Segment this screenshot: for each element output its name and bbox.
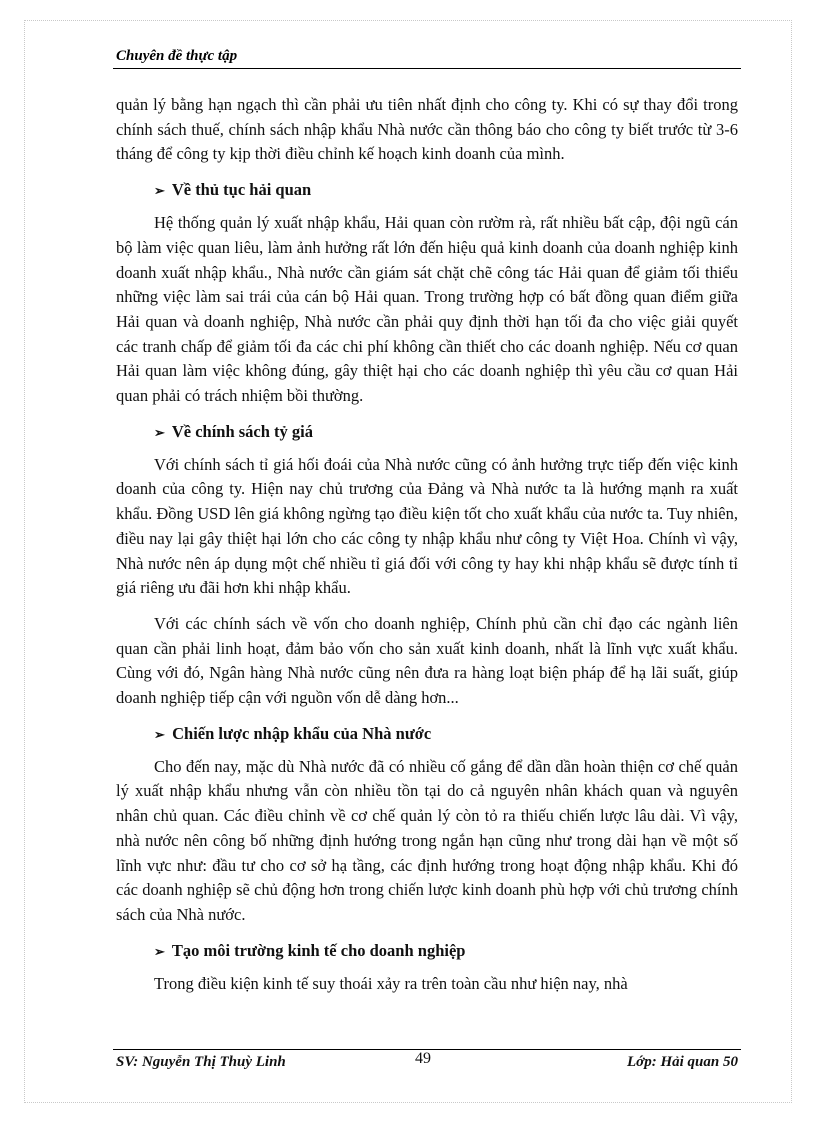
paragraph-continuation: quản lý bằng hạn ngạch thì cần phải ưu tiên nhất định cho công ty. Khi có sự thay đổi trong chính sách thuế, chính sách nhập khẩu Nhà nước cần thông báo cho công ty biết trước từ 3-6 tháng để công ty kịp thời điều chỉnh kế hoạch kinh doanh của mình.: [116, 95, 738, 164]
section-heading-exchange-rate: [116, 420, 738, 445]
arrowhead-bullet-icon: ➢: [154, 726, 165, 742]
paragraph: Cho đến nay, mặc dù Nhà nước đã có nhiều cố gắng để dần dần hoàn thiện cơ chế quản lý xuất nhập khẩu nhưng vẫn còn nhiều tồn tại do cả nguyên nhân khách quan và nguyên nhân chủ quan. Các điều chỉnh về cơ chế quản lý còn tỏ ra thiếu chiến lược lâu dài. Vì vậy, nhà nước nên công bố những định hướng trong ngắn hạn cũng như trong dài hạn về một số lĩnh vực như: đầu tư cho cơ sở hạ tầng, các định hướng trong hoạt động nhập khẩu. Khi đó các doanh nghiệp sẽ chủ động hơn trong chiến lược kinh doanh phù hợp với chủ trương chính sách của Nhà nước.: [116, 756, 738, 924]
footer-class-name: Lớp: Hải quan 50: [627, 1054, 738, 1070]
section-heading-text: Tạo môi trường kinh tế cho doanh nghiệp: [171, 940, 466, 960]
paragraph: Với chính sách tỉ giá hối đoái của Nhà nước cũng có ảnh hưởng trực tiếp đến việc kinh doanh của công ty. Hiện nay chủ trương của Đảng và Nhà nước ta là hướng mạnh ra xuất khẩu. Đồng USD lên giá không ngừng tạo điều kiện tốt cho xuất khẩu của nước ta. Tuy nhiên, điều nay lại gây thiệt hại lớn cho các công ty nhập khẩu như công ty Việt Hoa. Chính vì vậy, Nhà nước nên áp dụng một chế nhiều tỉ giá đối với công ty hay khi nhập khẩu sẽ được tính tỉ giá riêng ưu đãi hơn khi nhập khẩu.: [116, 454, 738, 598]
section-heading-text: Về thủ tục hải quan: [171, 180, 312, 200]
footer-student-name: SV: Nguyễn Thị Thuỳ Linh: [116, 1054, 286, 1070]
paragraph: Với các chính sách về vốn cho doanh nghiệp, Chính phủ cần chỉ đạo các ngành liên quan cần phải linh hoạt, đảm bảo vốn cho sản xuất kinh doanh, nhất là lĩnh vực xuất khẩu. Cùng với đó, Ngân hàng Nhà nước cũng nên đưa ra hàng loạt biện pháp để hạ lãi suất, giúp doanh nghiệp tiếp cận với nguồn vốn dễ dàng hơn...: [116, 613, 738, 708]
section-heading-customs: [116, 178, 738, 203]
section-heading-text: Về chính sách tỷ giá: [171, 421, 314, 441]
arrowhead-bullet-icon: ➢: [154, 943, 165, 959]
page-number: 49: [415, 1050, 431, 1067]
paragraph: Trong điều kiện kinh tế suy thoái xảy ra trên toàn cầu như hiện nay, nhà: [154, 973, 628, 993]
paragraph: Hệ thống quản lý xuất nhập khẩu, Hải quan còn rườm rà, rất nhiều bất cập, đội ngũ cán bộ làm việc quan liêu, làm ảnh hưởng rất lớn đến hiệu quả kinh doanh của doanh nghiệp kinh doanh xuất nhập khẩu., Nhà nước cần giám sát chặt chẽ công tác Hải quan để giảm tối thiểu những việc làm sai trái của cán bộ Hải quan. Trong trường hợp có bất đồng quan điểm giữa Hải quan và doanh nghiệp, Nhà nước cần phải quy định thời hạn tối đa cho việc giải quyết các tranh chấp để giảm tối đa các chi phí không cần thiết cho các doanh nghiệp. Nếu cơ quan Hải quan làm việc không đúng, gây thiệt hại cho các doanh nghiệp thì yêu cầu cơ quan Hải quan phải có trách nhiệm bồi thường.: [116, 213, 738, 406]
section-heading-text: Chiến lược nhập khẩu của Nhà nước: [172, 723, 432, 743]
section-heading-import-strategy: [116, 722, 738, 747]
document-body: [116, 93, 738, 1007]
header-title: Chuyên đề thực tập: [116, 48, 238, 64]
arrowhead-bullet-icon: ➢: [154, 183, 165, 199]
section-heading-economic-environment: [116, 939, 738, 964]
header-rule: [113, 68, 741, 69]
arrowhead-bullet-icon: ➢: [154, 424, 165, 440]
